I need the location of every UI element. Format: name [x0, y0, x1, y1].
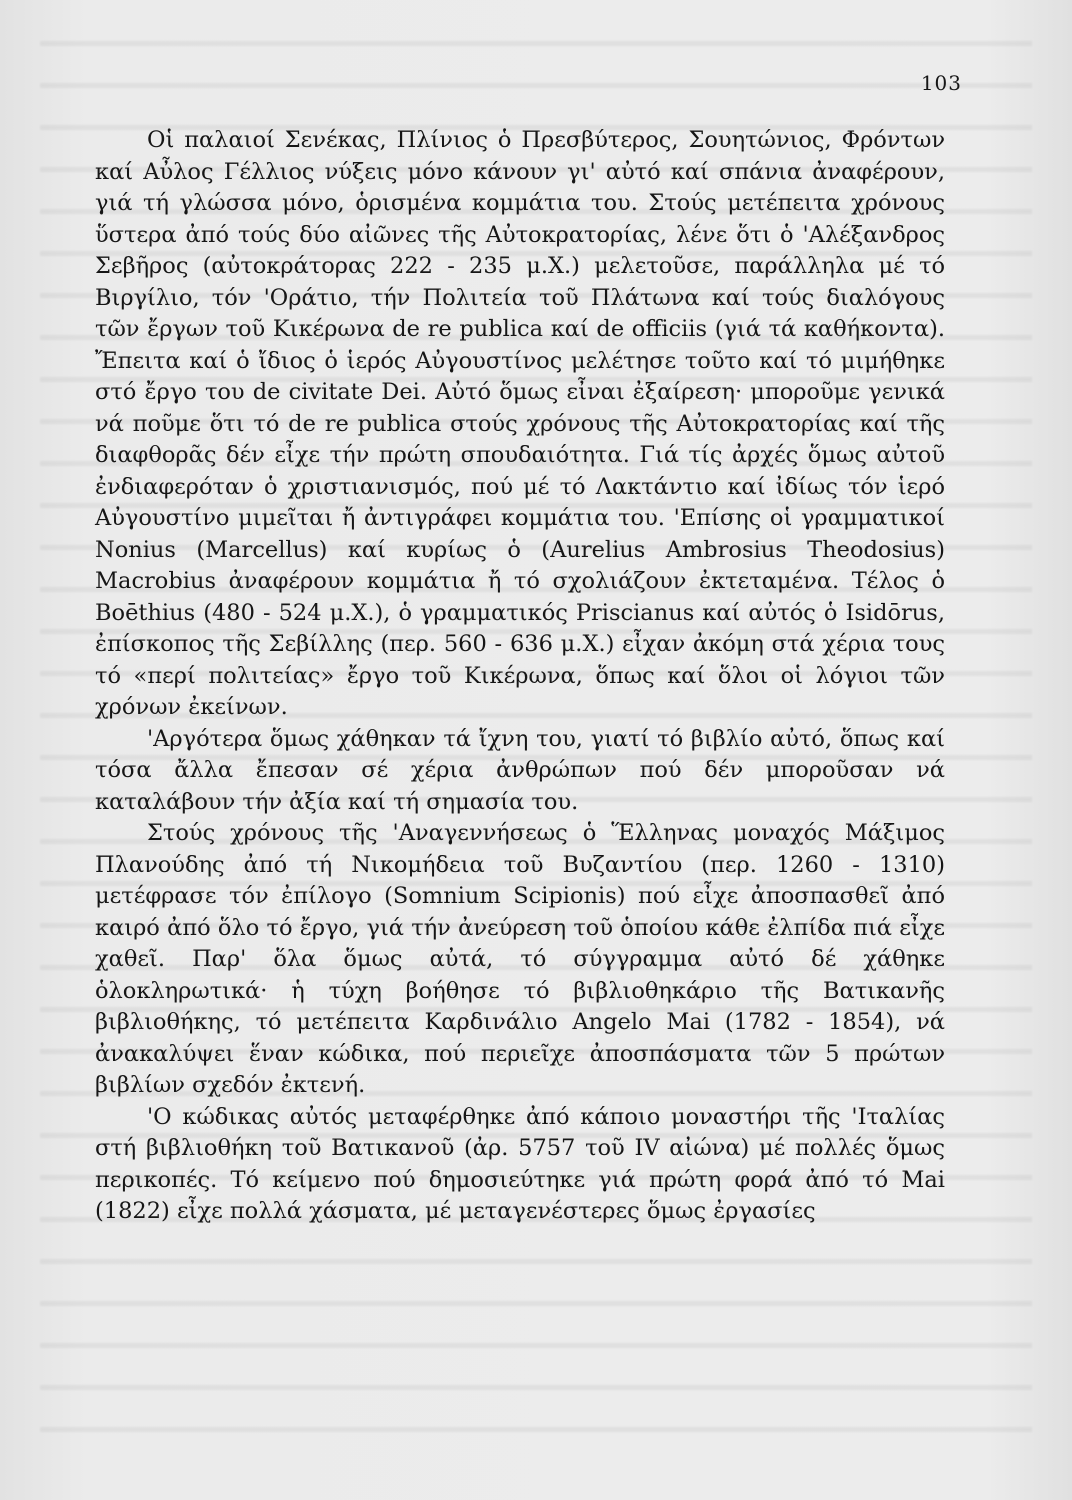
paragraph: Στούς χρόνους τῆς 'Αναγεννήσεως ὁ Ἕλληνας μοναχός Μάξιμος Πλανούδης ἀπό τή Νικομήδεια τοῦ Βυζαντίου (περ. 1260 - 1310) μετέφρασε τόν ἐπίλογο (Somnium Scipionis) πού εἶχε ἀποσπασθεῖ ἀπό καιρό ἀπό ὅλο τό ἔργο, γιά τήν ἀνεύρεση τοῦ ὁποίου κάθε ἐλπίδα πιά εἶχε χαθεῖ. Παρ' ὅλα ὅμως αὐτά, τό σύγγραμμα αὐτό δέ χάθηκε ὁλοκληρωτικά· ἡ τύχη βοήθησε τό βιβλιοθηκάριο τῆς Βατικανῆς βιβλιοθήκης, τό μετέπειτα Καρδινάλιο Angelo Mai (1782 - 1854), νά ἀνακαλύψει ἕναν κώδικα, πού περιεῖχε ἀποσπάσματα τῶν 5 πρώτων βιβλίων σχεδόν ἐκτενή.	[95, 820, 945, 1098]
page-number: 103	[920, 71, 962, 95]
paragraph: 'Αργότερα ὅμως χάθηκαν τά ἴχνη του, γιατί τό βιβλίο αὐτό, ὅπως καί τόσα ἄλλα ἔπεσαν σέ χέρια ἀνθρώπων πού δέν μποροῦσαν νά καταλάβουν τήν ἀξία καί τή σημασία του.	[95, 725, 945, 815]
body-text	[95, 125, 945, 1228]
paragraph: Οἱ παλαιοί Σενέκας, Πλίνιος ὁ Πρεσβύτερος, Σουητώνιος, Φρόντων καί Αὖλος Γέλλιος νύξεις μόνο κάνουν γι' αὐτό καί σπάνια ἀναφέρουν, γιά τή γλώσσα μόνο, ὁρισμένα κομμάτια του. Στούς μετέπειτα χρόνους ὕστερα ἀπό τούς δύο αἰῶνες τῆς Αὐτοκρατορίας, λένε ὅτι ὁ 'Αλέξανδρος Σεβῆρος (αὐτοκράτορας 222 - 235 μ.Χ.) μελετοῦσε, παράλληλα μέ τό Βιργίλιο, τόν 'Οράτιο, τήν Πολιτεία τοῦ Πλάτωνα καί τούς διαλόγους τῶν ἔργων τοῦ Κικέρωνα de re publica καί de officiis (γιά τά καθήκοντα). Ἔπειτα καί ὁ ἴδιος ὁ ἱερός Αὐγουστίνος μελέτησε τοῦτο καί τό μιμήθηκε στό ἔργο του de civitate Dei. Αὐτό ὅμως εἶναι ἐξαίρεση· μποροῦμε γενικά νά ποῦμε ὅτι τό de re publica στούς χρόνους τῆς Αὐτοκρατορίας καί τῆς διαφθορᾶς δέν εἶχε τήν πρώτη σπουδαιότητα. Γιά τίς ἀρχές ὅμως αὐτοῦ ἐνδιαφερόταν ὁ χριστιανισμός, πού μέ τό Λακτάντιο καί ἰδίως τόν ἱερό Αὐγουστίνο μιμεῖται ἤ ἀντιγράφει κομμάτια του. 'Επίσης οἱ γραμματικοί Nonius (Marcellus) καί κυρίως ὁ (Aurelius Ambrosius Theodosius) Macrobius ἀναφέρουν κομμάτια ἤ τό σχολιάζουν ἐκτεταμένα. Τέλος ὁ Boēthius (480 - 524 μ.Χ.), ὁ γραμματικός Priscianus καί αὐτός ὁ Isidōrus, ἐπίσκοπος τῆς Σεβίλλης (περ. 560 - 636 μ.Χ.) εἶχαν ἀκόμη στά χέρια τους τό «περί πολιτείας» ἔργο τοῦ Κικέρωνα, ὅπως καί ὅλοι οἱ λόγιοι τῶν χρόνων ἐκείνων.	[95, 127, 945, 720]
paragraph: 'Ο κώδικας αὐτός μεταφέρθηκε ἀπό κάποιο μοναστήρι τῆς 'Ιταλίας στή βιβλιοθήκη τοῦ Βατικανοῦ (ἀρ. 5757 τοῦ IV αἰώνα) μέ πολλές ὅμως περικοπές. Τό κείμενο πού δημοσιεύτηκε γιά πρώτη φορά ἀπό τό Mai (1822) εἶχε πολλά χάσματα, μέ μεταγενέστερες ὅμως ἐργασίες	[95, 1103, 945, 1224]
